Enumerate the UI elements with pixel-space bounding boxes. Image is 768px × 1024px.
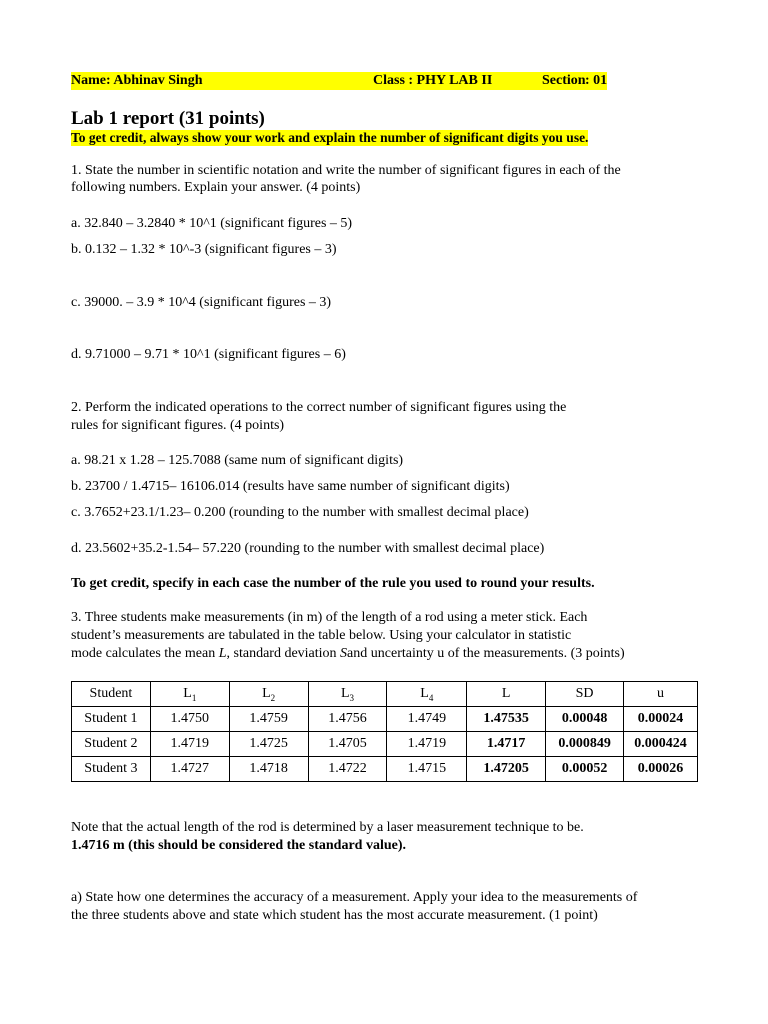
q3-prompt-pre: mode calculates the mean xyxy=(71,646,219,661)
table-cell: Student 2 xyxy=(72,732,151,757)
table-cell: 1.4718 xyxy=(229,757,308,782)
page-title: Lab 1 report (31 points) xyxy=(71,108,265,129)
header-u xyxy=(624,682,698,707)
q2-rule-note: To get credit, specify in each case the number of the rule you used to round your results. xyxy=(71,576,595,591)
table-cell: 1.4727 xyxy=(150,757,229,782)
measurements-table xyxy=(71,681,698,782)
table-cell-mean: 1.47535 xyxy=(467,707,546,732)
q3-prompt-line3 xyxy=(71,646,625,662)
qa-line1: a) State how one determines the accuracy of a measurement. Apply your idea to the measurements of xyxy=(71,890,638,905)
table-cell: 1.4749 xyxy=(387,707,467,732)
header-l4-label: L xyxy=(420,685,429,701)
table-cell: 1.4705 xyxy=(308,732,387,757)
table-cell-sd: 0.000849 xyxy=(546,732,624,757)
table-cell-u: 0.00026 xyxy=(624,757,698,782)
header-l1-label: L xyxy=(183,685,192,701)
table-cell: 1.4759 xyxy=(229,707,308,732)
table-cell: 1.4756 xyxy=(308,707,387,732)
student-name: Name: Abhinav Singh xyxy=(71,73,203,88)
table-cell-mean: 1.47205 xyxy=(467,757,546,782)
q3-prompt-mid: , standard deviation xyxy=(226,646,341,661)
q2-answer-b: b. 23700 / 1.4715– 16106.014 (results have same number of significant digits) xyxy=(71,479,510,494)
table-header-row xyxy=(72,682,698,707)
header-mean xyxy=(467,682,546,707)
table-cell-sd: 0.00048 xyxy=(546,707,624,732)
q1-prompt-line1: 1. State the number in scientific notation and write the number of significant figures in each of the xyxy=(71,163,621,178)
q2-answer-c: c. 3.7652+23.1/1.23– 0.200 (rounding to the number with smallest decimal place) xyxy=(71,505,529,520)
header-mean-label: L xyxy=(501,686,511,701)
table-cell: 1.4719 xyxy=(150,732,229,757)
table-row xyxy=(72,732,698,757)
header-l2 xyxy=(229,682,308,707)
table-cell: 1.4715 xyxy=(387,757,467,782)
class-label: Class : PHY LAB II xyxy=(373,73,493,88)
header-l2-label: L xyxy=(262,685,271,701)
header-bar xyxy=(71,72,607,90)
header-l2-sub: 2 xyxy=(270,692,276,703)
credit-note: To get credit, always show your work and explain the number of significant digits you use. xyxy=(71,130,589,145)
table-cell: Student 3 xyxy=(72,757,151,782)
header-sd-label: SD xyxy=(575,686,594,701)
q2-prompt-line2: rules for significant figures. (4 points) xyxy=(71,418,285,433)
header-l3-label: L xyxy=(340,685,350,701)
q1-answer-b: b. 0.132 – 1.32 * 10^-3 (significant figures – 3) xyxy=(71,242,337,257)
standard-note-line1: Note that the actual length of the rod is determined by a laser measurement technique to be. xyxy=(71,820,584,835)
table-cell: 1.4725 xyxy=(229,732,308,757)
q1-answer-a: a. 32.840 – 3.2840 * 10^1 (significant figures – 5) xyxy=(71,216,353,231)
q3-prompt-line1: 3. Three students make measurements (in m) of the length of a rod using a meter stick. Each xyxy=(71,610,588,625)
q2-answer-a: a. 98.21 x 1.28 – 125.7088 (same num of significant digits) xyxy=(71,453,404,468)
table-cell: 1.4750 xyxy=(150,707,229,732)
header-u-label: u xyxy=(657,686,664,701)
table-cell: Student 1 xyxy=(72,707,151,732)
q1-prompt-line2: following numbers. Explain your answer. (4 points) xyxy=(71,180,361,195)
table-cell-u: 0.000424 xyxy=(624,732,698,757)
header-l4 xyxy=(387,682,467,707)
table-cell: 1.4719 xyxy=(387,732,467,757)
q3-prompt-line2: student’s measurements are tabulated in the table below. Using your calculator in statistic xyxy=(71,628,572,643)
sd-symbol: S xyxy=(340,646,348,661)
q1-answer-c: c. 39000. – 3.9 * 10^4 (significant figures – 3) xyxy=(71,295,332,310)
section-value: : 01 xyxy=(585,73,608,88)
section-label: Section xyxy=(542,73,586,88)
header-student-label: Student xyxy=(89,686,133,701)
qa-line2: the three students above and state which student has the most accurate measurement. (1 point) xyxy=(71,908,598,923)
q3-prompt-post: and uncertainty u of the measurements. (3 points) xyxy=(347,646,625,661)
standard-note-line2: 1.4716 m (this should be considered the standard value). xyxy=(71,838,407,853)
header-sd xyxy=(546,682,624,707)
table-cell-mean: 1.4717 xyxy=(467,732,546,757)
table-row xyxy=(72,757,698,782)
q1-answer-d: d. 9.71000 – 9.71 * 10^1 (significant figures – 6) xyxy=(71,347,346,362)
table-row xyxy=(72,707,698,732)
q2-prompt-line1: 2. Perform the indicated operations to the correct number of significant figures using the xyxy=(71,400,567,415)
table-cell-sd: 0.00052 xyxy=(546,757,624,782)
table-cell-u: 0.00024 xyxy=(624,707,698,732)
table-cell: 1.4722 xyxy=(308,757,387,782)
header-l4-sub: 4 xyxy=(428,692,434,703)
header-l1 xyxy=(150,682,229,707)
q2-answer-d: d. 23.5602+35.2-1.54– 57.220 (rounding to the number with smallest decimal place) xyxy=(71,541,545,556)
mean-symbol: L xyxy=(218,646,227,661)
header-l1-sub: 1 xyxy=(191,692,197,703)
header-l3-sub: 3 xyxy=(349,692,354,703)
header-l3 xyxy=(308,682,387,707)
header-student xyxy=(72,682,151,707)
